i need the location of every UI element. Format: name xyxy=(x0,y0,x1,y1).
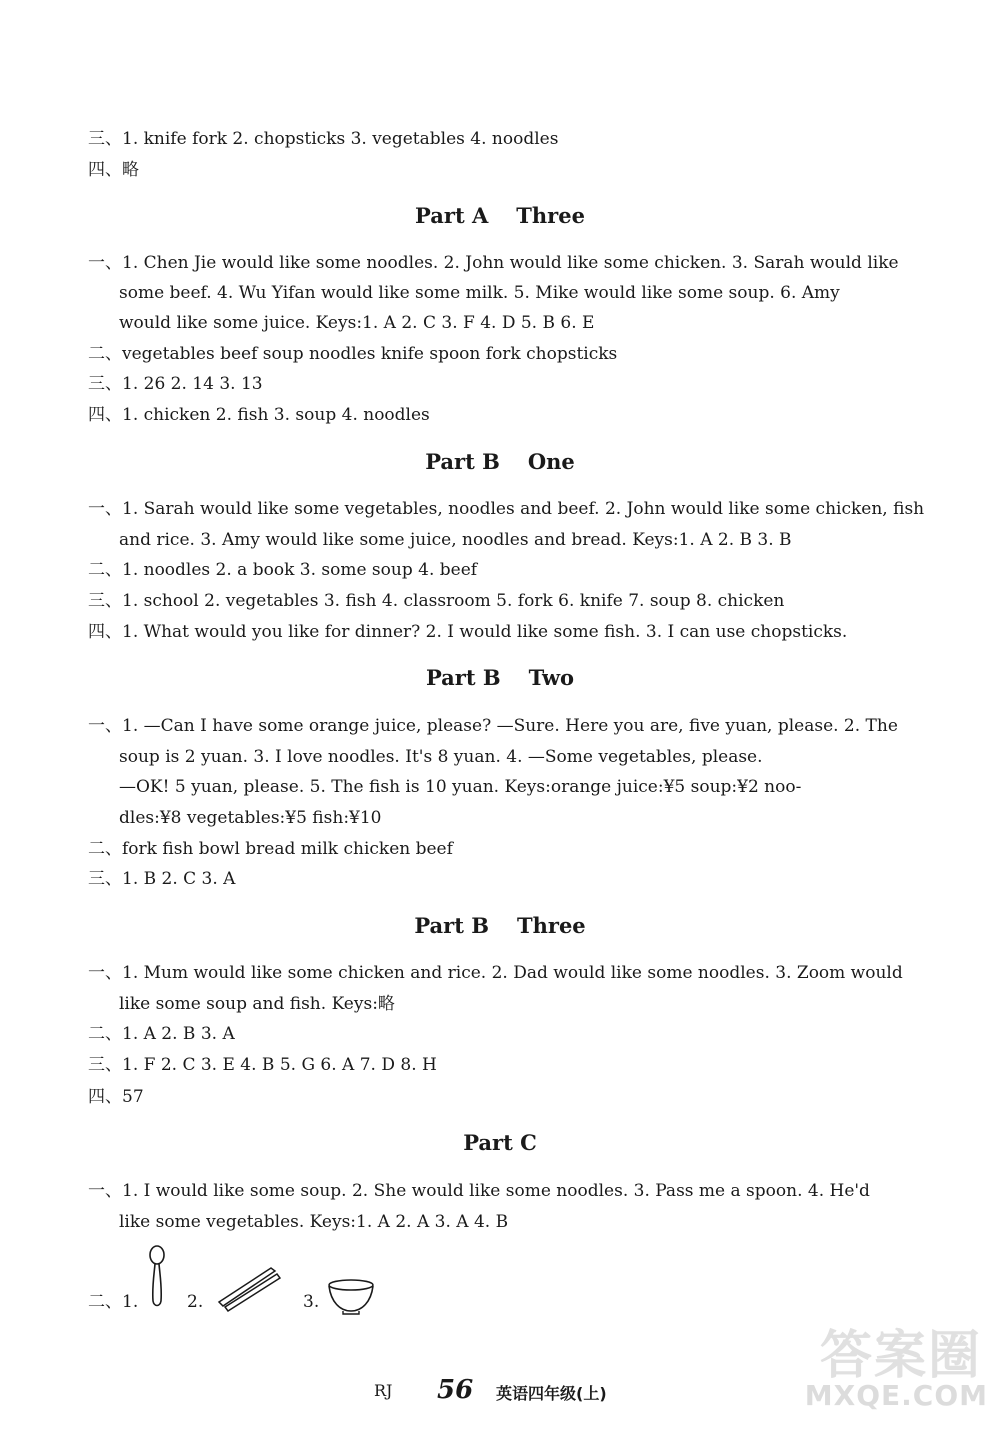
heading-sub: Two xyxy=(528,665,575,690)
b2-line-3: —OK! 5 yuan, please. 5. The fish is 10 yuan. Keys:orange juice:¥5 soup:¥2 noo- xyxy=(119,777,802,797)
b1-line-3: 二、1. noodles 2. a book 3. some soup 4. beef xyxy=(88,560,478,580)
chopsticks-icon xyxy=(215,1264,281,1312)
heading-title: Part B xyxy=(425,665,501,690)
top-line-4: 四、略 xyxy=(88,160,139,180)
heading-sub: One xyxy=(527,449,575,474)
c-picture-label-2: 2. xyxy=(187,1292,204,1312)
heading-sub: Three xyxy=(516,913,586,938)
heading-part-b-three xyxy=(0,913,1000,939)
a3-line-1: 一、1. Chen Jie would like some noodles. 2. John would like some chicken. 3. Sarah would like xyxy=(88,253,899,273)
b1-line-2: and rice. 3. Amy would like some juice, noodles and bread. Keys:1. A 2. B 3. B xyxy=(119,530,792,550)
b3-line-5: 四、57 xyxy=(88,1087,144,1107)
watermark xyxy=(762,1313,992,1423)
a3-line-5: 三、1. 26 2. 14 3. 13 xyxy=(88,374,263,394)
b2-line-2: soup is 2 yuan. 3. I love noodles. It's 8 yuan. 4. —Some vegetables, please. xyxy=(119,747,763,767)
book-title: 英语四年级(上) xyxy=(496,1384,607,1403)
heading-part-b-one xyxy=(0,449,1000,475)
c-line-1: 一、1. I would like some soup. 2. She would like some noodles. 3. Pass me a spoon. 4. He'd xyxy=(88,1181,870,1201)
a3-line-2: some beef. 4. Wu Yifan would like some milk. 5. Mike would like some soup. 6. Amy xyxy=(119,283,840,303)
b3-line-3: 二、1. A 2. B 3. A xyxy=(88,1024,235,1044)
top-line-3: 三、1. knife fork 2. chopsticks 3. vegetables 4. noodles xyxy=(88,129,559,149)
b2-line-6: 三、1. B 2. C 3. A xyxy=(88,869,236,889)
b3-line-2: like some soup and fish. Keys:略 xyxy=(119,994,395,1014)
b2-line-5: 二、fork fish bowl bread milk chicken beef xyxy=(88,839,453,859)
edition-label: RJ xyxy=(374,1381,393,1400)
watermark-url: MXQE.COM xyxy=(804,1379,988,1412)
bowl-icon xyxy=(326,1278,376,1316)
heading-title: Part B xyxy=(425,449,500,474)
b1-line-1: 一、1. Sarah would like some vegetables, noodles and beef. 2. John would like some chicken, fish xyxy=(88,499,925,519)
a3-line-6: 四、1. chicken 2. fish 3. soup 4. noodles xyxy=(88,405,430,425)
spoon-icon xyxy=(144,1245,172,1311)
c-line-2: like some vegetables. Keys:1. A 2. A 3. A 4. B xyxy=(119,1212,509,1232)
b3-line-1: 一、1. Mum would like some chicken and rice. 2. Dad would like some noodles. 3. Zoom would xyxy=(88,963,903,983)
b1-line-5: 四、1. What would you like for dinner? 2. I would like some fish. 3. I can use chopsticks. xyxy=(88,622,848,642)
heading-sub: Three xyxy=(516,203,585,228)
heading-part-b-two xyxy=(0,665,1000,691)
b1-line-4: 三、1. school 2. vegetables 3. fish 4. classroom 5. fork 6. knife 7. soup 8. chicken xyxy=(88,591,785,611)
watermark-logo-text: 答案圈 xyxy=(819,1326,982,1386)
b2-line-1: 一、1. —Can I have some orange juice, please? —Sure. Here you are, five yuan, please. 2. The xyxy=(88,716,898,736)
heading-title: Part C xyxy=(463,1130,537,1155)
heading-title: Part B xyxy=(414,913,489,938)
heading-title: Part A xyxy=(415,203,489,228)
b3-line-4: 三、1. F 2. C 3. E 4. B 5. G 6. A 7. D 8. H xyxy=(88,1055,437,1075)
heading-part-c xyxy=(0,1130,1000,1156)
heading-part-a-three xyxy=(0,203,1000,229)
page-number: 56 xyxy=(437,1375,474,1405)
c-picture-label-1: 二、1. xyxy=(88,1292,139,1312)
a3-line-4: 二、vegetables beef soup noodles knife spoon fork chopsticks xyxy=(88,344,618,364)
b2-line-4: dles:¥8 vegetables:¥5 fish:¥10 xyxy=(119,808,382,828)
c-picture-label-3: 3. xyxy=(303,1292,320,1312)
a3-line-3: would like some juice. Keys:1. A 2. C 3. F 4. D 5. B 6. E xyxy=(119,313,595,333)
